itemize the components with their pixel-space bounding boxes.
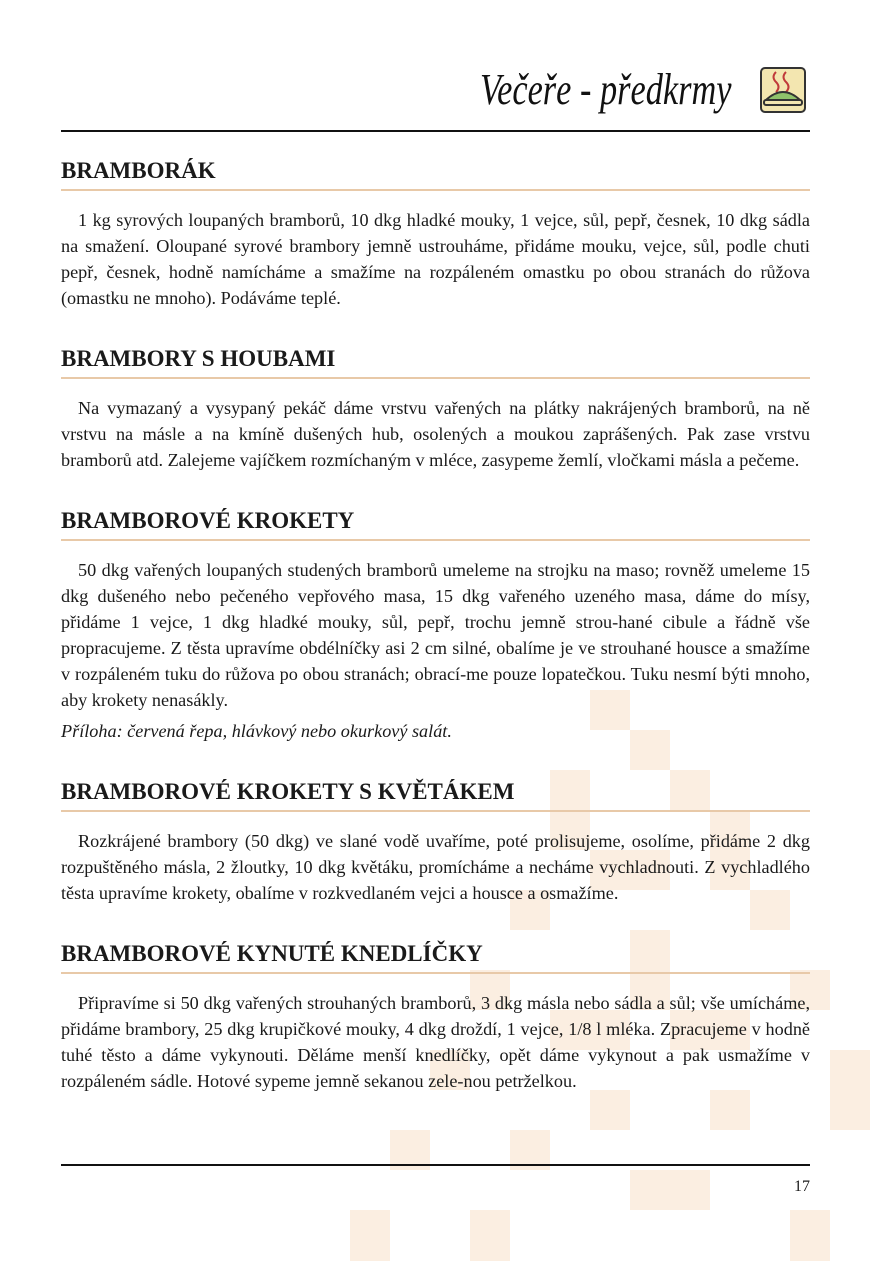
steaming-dish-icon (758, 64, 808, 116)
recipe-text: 1 kg syrových loupaných bramborů, 10 dkg hladké mouky, 1 vejce, sůl, pepř, česnek, 10 dkg sádla na smažení. Oloupané syrové brambory jemně ustrouháme, přidáme mouku, vejce, sůl, podle chuti pepř, česnek, hodně namícháme a smažíme na rozpáleném omastku po obou stranách do růžova (omastku ne mnoho). Podáváme teplé. (61, 210, 810, 308)
recipe-text: Na vymazaný a vysypaný pekáč dáme vrstvu vařených na plátky nakrájených bramborů, na ně vrstvu na másle a na kmíně dušených hub, osolených a moukou zaprášených. Pak zase vrstvu bramborů atd. Zalejeme vajíčkem rozmíchaným v mléce, zasypeme žemlí, vločkami másla a pečeme. (61, 398, 810, 470)
recipe-title: BRAMBOROVÉ KYNUTÉ KNEDLÍČKY (61, 940, 810, 974)
footer-rule (61, 1164, 810, 1166)
recipe-side-dish-note: Příloha: červená řepa, hlávkový nebo okurkový salát. (61, 721, 452, 741)
recipe-bramborove-kynute-knedlicky (61, 940, 810, 1094)
recipe-bramborove-krokety (61, 507, 810, 744)
recipe-text: Rozkrájené brambory (50 dkg) ve slané vodě uvaříme, poté prolisujeme, osolíme, přidáme 2 dkg rozpuštěného másla, 2 žloutky, 10 dkg květáku, promícháme a necháme vychladnouti. Z vychladlého těsta upravíme krokety, obalíme v rozkvedlaném vejci a housce a osmažíme. (61, 831, 810, 903)
page-number: 17 (794, 1178, 810, 1195)
recipe-bramborove-krokety-s-kvetakem (61, 778, 810, 906)
recipe-title: BRAMBORY S HOUBAMI (61, 345, 810, 379)
recipe-title: BRAMBOROVÉ KROKETY (61, 507, 810, 541)
header-rule (61, 130, 810, 132)
recipe-list (61, 157, 810, 1094)
page-title: Večeře - předkrmy (480, 65, 732, 114)
recipe-text: Připravíme si 50 dkg vařených strouhaných bramborů, 3 dkg másla nebo sádla a sůl; vše umícháme, přidáme brambory, 25 dkg krupičkové mouky, 4 dkg droždí, 1 vejce, 1/8 l mléka. Zpracujeme v hodně tuhé těsto a dáme vykynouti. Děláme menší knedlíčky, opět dáme vykynout a pak usmažíme v rozpáleném sádle. Hotové sypeme jemně sekanou zele-nou petrželkou. (61, 993, 810, 1091)
recipe-bramborak (61, 157, 810, 311)
page-header (61, 62, 810, 130)
recipe-text: 50 dkg vařených loupaných studených bramborů umeleme na strojku na maso; rovněž umeleme 15 dkg dušeného nebo pečeného vepřového masa, 15 dkg vařeného uzeného masa, dáme do mísy, přidáme 1 vejce, 1 dkg hladké mouky, sůl, pepř, trochu jemně strou-hané cibule a řádně vše propracujeme. Z těsta upravíme obdélníčky asi 2 cm silné, obalíme je ve strouhané housce a smažíme v rozpáleném tuku do růžova po obou stranách; obrací-me pouze lopatečkou. Tuku nesmí býti mnoho, aby krokety nenasákly. (61, 560, 810, 710)
recipe-title: BRAMBOROVÉ KROKETY S KVĚTÁKEM (61, 778, 810, 812)
recipe-brambory-s-houbami (61, 345, 810, 473)
recipe-title: BRAMBORÁK (61, 157, 810, 191)
